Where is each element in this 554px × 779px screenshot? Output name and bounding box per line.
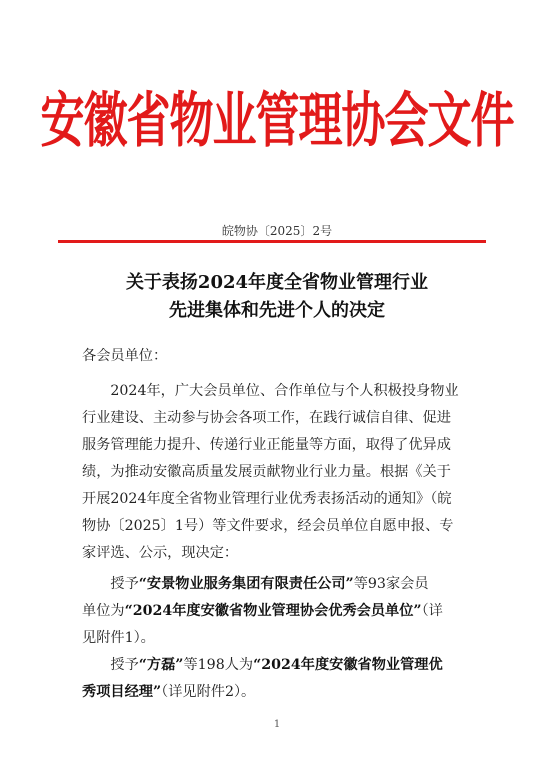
- p2-text-c: 等93家会员: [353, 576, 429, 592]
- salutation: 各会员单位：: [82, 348, 168, 364]
- paragraph-1-line-2: 行业建设、主动参与协会各项工作，在践行诚信自律、促进: [82, 410, 451, 426]
- heading-line-1: 关于表扬2024年度全省物业管理行业: [125, 272, 429, 293]
- paragraph-1-line-6: 物协〔2025〕1号）等文件要求，经会员单位自愿申报、专: [82, 518, 454, 534]
- paragraph-2-line-1: [82, 573, 482, 593]
- p3-text-f: （详见附件2）。: [161, 684, 256, 700]
- page-number: 1: [273, 719, 281, 730]
- org-document-title: 安徽省物业管理协会文件: [40, 86, 514, 156]
- heading-line-2: 先进集体和先进个人的决定: [169, 300, 385, 321]
- p2-text-f: （详: [421, 603, 443, 619]
- p2-text-d: 单位为: [82, 603, 125, 619]
- paragraph-1-line-1: 2024年，广大会员单位、合作单位与个人积极投身物业: [82, 383, 459, 399]
- p3-text-c: 等198人为: [183, 657, 254, 673]
- document-number: 皖物协〔2025〕2号: [221, 224, 333, 238]
- paragraph-1-line-4: 绩，为推动安徽高质量发展贡献物业行业力量。根据《关于: [82, 464, 451, 480]
- paragraph-1-line-5: 开展2024年度全省物业管理行业优秀表扬活动的通知》（皖: [82, 491, 452, 507]
- paragraph-2-line-3: 见附件1）。: [82, 630, 155, 646]
- red-divider-line: [58, 240, 486, 243]
- p2-company-name: “安景物业服务集团有限责任公司”: [138, 576, 354, 592]
- p3-person-name: “方磊”: [138, 657, 184, 673]
- p2-text-a: 授予: [82, 576, 139, 592]
- paragraph-3-line-1: [82, 654, 482, 674]
- paragraph-1-line-7: 家评选、公示，现决定：: [82, 545, 239, 561]
- p3-award-title-part1: “2024年度安徽省物业管理优: [253, 657, 443, 673]
- p3-award-title-part2: 秀项目经理”: [82, 684, 162, 700]
- paragraph-2-line-2: [82, 600, 482, 620]
- paragraph-1-line-3: 服务管理能力提升、传递行业正能量等方面，取得了优异成: [82, 437, 451, 453]
- paragraph-3-line-2: [82, 681, 482, 701]
- p3-text-a: 授予: [82, 657, 139, 673]
- p2-award-title: “2024年度安徽省物业管理协会优秀会员单位”: [124, 603, 422, 619]
